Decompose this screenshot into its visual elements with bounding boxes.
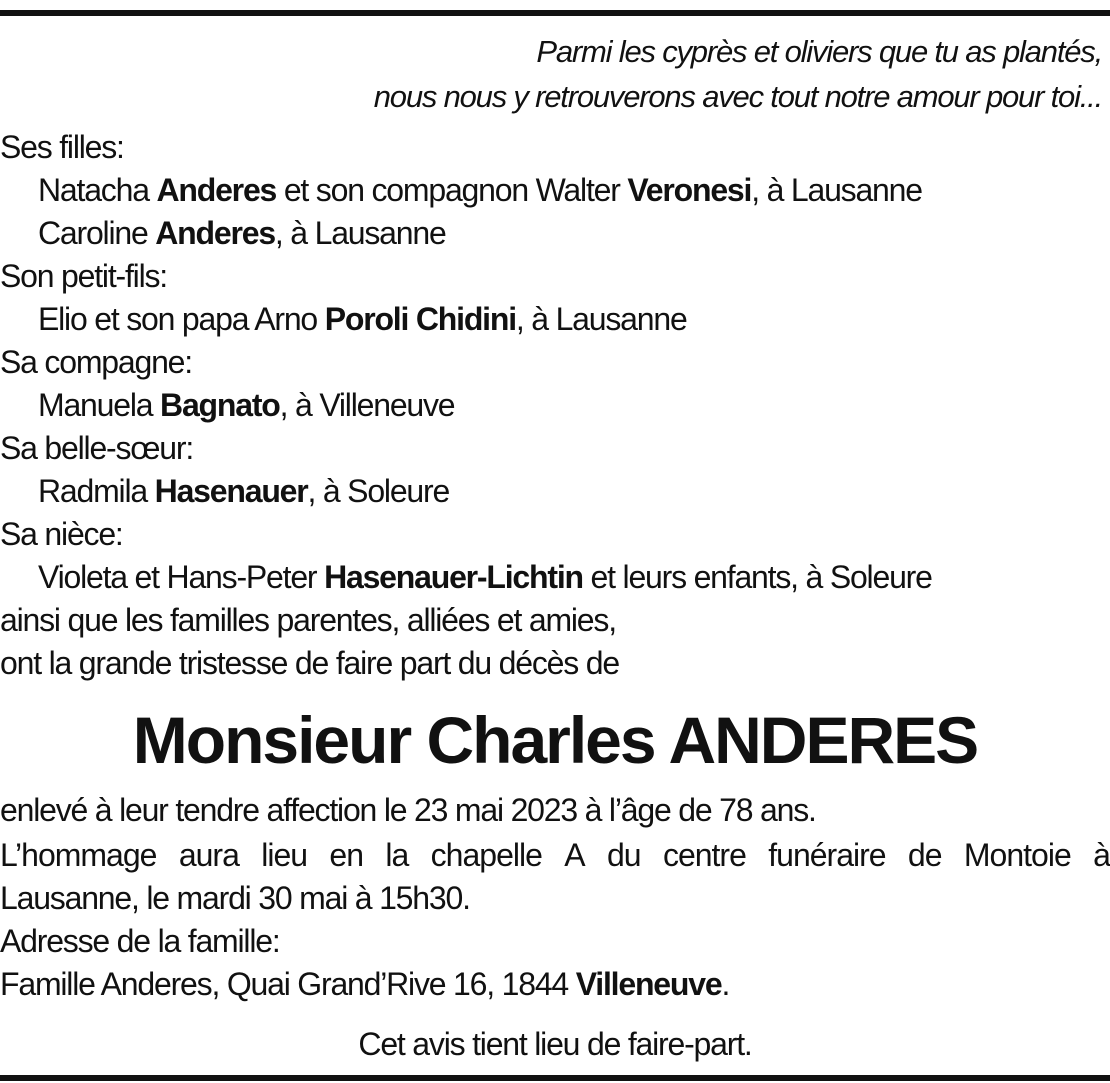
daughter-1-partner-surname: Veronesi [627,172,752,208]
daughter-1-place: , à Lausanne [751,172,922,208]
grandson-label: Son petit-fils: [0,258,167,294]
niece-given: Violeta et Hans-Peter [38,559,325,595]
ceremony-word: centre [662,837,746,873]
daughter-1-entry [38,170,922,210]
daughter-1-surname: Anderes [156,172,277,208]
grandson-place: , à Lausanne [515,301,687,337]
top-border-rule [0,10,1110,16]
deceased-name-heading: Monsieur Charles ANDERES [132,703,978,777]
sister-in-law-surname: Hasenauer [154,473,308,509]
address-end: . [721,966,730,1002]
address-label: Adresse de la famille: [0,923,280,959]
ceremony-word: à [1093,837,1110,873]
sister-in-law-label: Sa belle-sœur: [0,430,194,466]
ceremony-word: Montoie [963,837,1071,873]
partner-given: Manuela [38,387,161,423]
partner-surname: Bagnato [160,387,280,423]
address-line [0,964,729,1004]
epigraph-line-2: nous nous y retrouverons avec tout notre amour pour toi... [373,79,1102,114]
niece-surname: Hasenauer-Lichtin [324,559,583,595]
announcement-line: ont la grande tristesse de faire part du décès de [0,645,619,681]
niece-label: Sa nièce: [0,516,123,552]
sister-in-law-entry [38,471,449,511]
niece-place: et leurs enfants, à Soleure [582,559,932,595]
other-families-line: ainsi que les familles parentes, alliées et amies, [0,602,616,638]
partner-place: , à Villeneuve [279,387,455,423]
sister-in-law-given: Radmila [38,473,155,509]
ceremony-word: la [385,837,409,873]
daughter-2-entry [38,213,446,253]
ceremony-word: aura [178,837,239,873]
daughter-2-given: Caroline [38,215,156,251]
daughter-2-place: , à Lausanne [274,215,446,251]
grandson-entry [38,299,687,339]
ceremony-word: lieu [261,837,308,873]
bottom-border-rule [0,1075,1110,1081]
ceremony-line-2: Lausanne, le mardi 30 mai à 15h30. [0,880,470,916]
passing-line: enlevé à leur tendre affection le 23 mai 2023 à l’âge de 78 ans. [0,792,816,828]
address-city: Villeneuve [575,966,722,1002]
daughters-label: Ses filles: [0,129,124,165]
grandson-surname: Poroli Chidini [324,301,516,337]
ceremony-word: A [564,837,585,873]
ceremony-line-1 [0,835,1110,875]
grandson-given: Elio et son papa Arno [38,301,325,337]
ceremony-word: funéraire [768,837,886,873]
daughter-1-mid: et son compagnon Walter [276,172,628,208]
ceremony-word: du [606,837,641,873]
ceremony-word: en [329,837,364,873]
partner-entry [38,385,454,425]
niece-entry [38,557,932,597]
daughter-1-given: Natacha [38,172,157,208]
ceremony-word: L’hommage [0,837,157,873]
daughter-2-surname: Anderes [155,215,275,251]
sister-in-law-place: , à Soleure [307,473,450,509]
closing-line: Cet avis tient lieu de faire-part. [358,1026,752,1062]
epigraph-line-1: Parmi les cyprès et oliviers que tu as plantés, [536,34,1102,69]
ceremony-word: chapelle [430,837,542,873]
address-text: Famille Anderes, Quai Grand’Rive 16, 1844 [0,966,576,1002]
ceremony-word: de [907,837,942,873]
partner-label: Sa compagne: [0,344,192,380]
